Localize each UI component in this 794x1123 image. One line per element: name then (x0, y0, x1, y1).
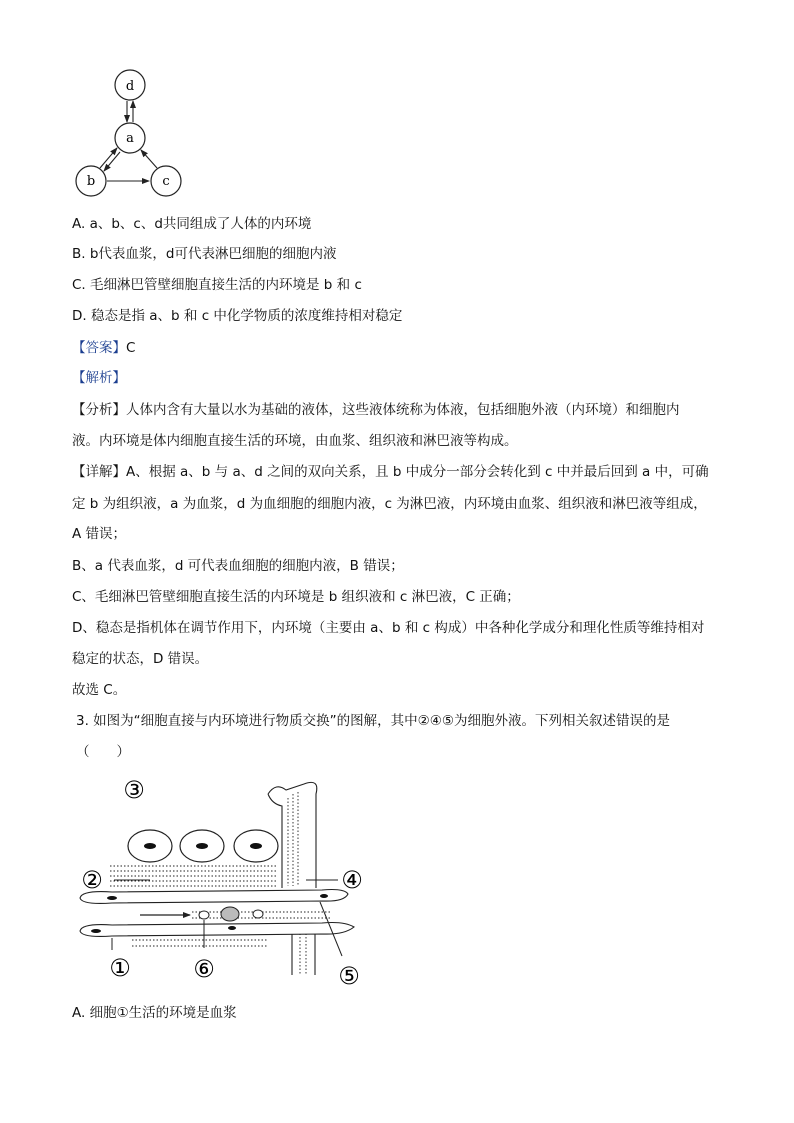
xiangjie-tag: 【详解】 (72, 464, 126, 480)
node-a-label: a (126, 131, 134, 146)
lymphatic-vessel (268, 782, 317, 888)
answer-value: C (126, 340, 136, 356)
label-1: ① (109, 954, 131, 982)
xiangjie-line-3: A 错误； (72, 526, 127, 542)
lymph-fluid-dots (288, 792, 298, 886)
node-c-label: c (162, 174, 170, 189)
label-6: ⑥ (193, 955, 215, 983)
label-4: ④ (341, 866, 363, 894)
label-2: ② (81, 866, 103, 894)
node-d-label: d (125, 79, 135, 94)
xiangjie-line-4: B、a 代表血浆，d 可代表血细胞的细胞内液，B 错误； (72, 558, 404, 574)
q3-stem-line-1: 3. 如图为“细胞直接与内环境进行物质交换”的图解，其中②④⑤为细胞外液。下列相关叙述错误的是 (76, 713, 670, 729)
xiangjie-line-2: 定 b 为组织液，a 为血浆，d 为血细胞的细胞内液，c 为淋巴液，内环境由血浆、组织液和淋巴液等组成， (72, 496, 707, 512)
arrow-c-to-a (141, 150, 157, 168)
body-fluid-relation-diagram (70, 64, 190, 199)
fenxi-line-1 (72, 400, 680, 420)
tissue-cells (128, 830, 278, 862)
xiangjie-line-6: D、稳态是指机体在调节作用下，内环境（主要由 a、b 和 c 构成）中各种化学成分和理化性质等维持相对 (72, 620, 705, 636)
capillary-lower-wall (80, 923, 354, 937)
option-b: B. b代表血浆，d可代表淋巴细胞的细胞内液 (72, 246, 337, 262)
fenxi-text-1: 人体内含有大量以水为基础的液体，这些液体统称为体液，包括细胞外液（内环境）和细胞内 (126, 402, 680, 418)
lymphatic-vessel-lower (292, 928, 315, 975)
q3-option-a: A. 细胞①生活的环境是血浆 (72, 1005, 237, 1021)
xiangjie-text-1: A、根据 a、b 与 a、d 之间的双向关系，且 b 中成分一部分会转化到 c 中并最后回到 a 中，可确 (126, 464, 709, 480)
label-5: ⑤ (338, 962, 360, 990)
blood-cell-right (253, 910, 263, 918)
xiangjie-line-1 (72, 462, 709, 482)
fenxi-tag: 【分析】 (72, 402, 126, 418)
node-b-label: b (86, 174, 96, 189)
answer-tag: 【答案】 (72, 340, 126, 356)
arrow-a-to-b (104, 152, 120, 171)
option-d: D. 稳态是指 a、b 和 c 中化学物质的浓度维持相对稳定 (72, 308, 403, 324)
blood-cell-large (221, 907, 239, 921)
xiangjie-line-5: C、毛细淋巴管壁细胞直接生活的内环境是 b 组织液和 c 淋巴液，C 正确； (72, 589, 520, 605)
option-c: C. 毛细淋巴管壁细胞直接生活的内环境是 b 和 c (72, 277, 362, 293)
q3-stem-line-2: （ ） (76, 744, 130, 760)
cell-exchange-diagram (72, 770, 372, 995)
conclusion-line: 故选 C。 (72, 682, 127, 698)
lymph-fluid-dots-lower (300, 930, 306, 974)
analysis-tag: 【解析】 (72, 370, 126, 386)
answer-line (72, 338, 135, 358)
label-3: ③ (123, 776, 145, 804)
fenxi-line-2: 液。内环境是体内细胞直接生活的环境，由血浆、组织液和淋巴液等构成。 (72, 433, 518, 449)
capillary-upper-wall (80, 890, 348, 904)
option-a: A. a、b、c、d共同组成了人体的内环境 (72, 216, 312, 232)
blood-cell-small (199, 911, 209, 919)
xiangjie-line-7: 稳定的状态，D 错误。 (72, 651, 209, 667)
analysis-heading (72, 368, 126, 388)
